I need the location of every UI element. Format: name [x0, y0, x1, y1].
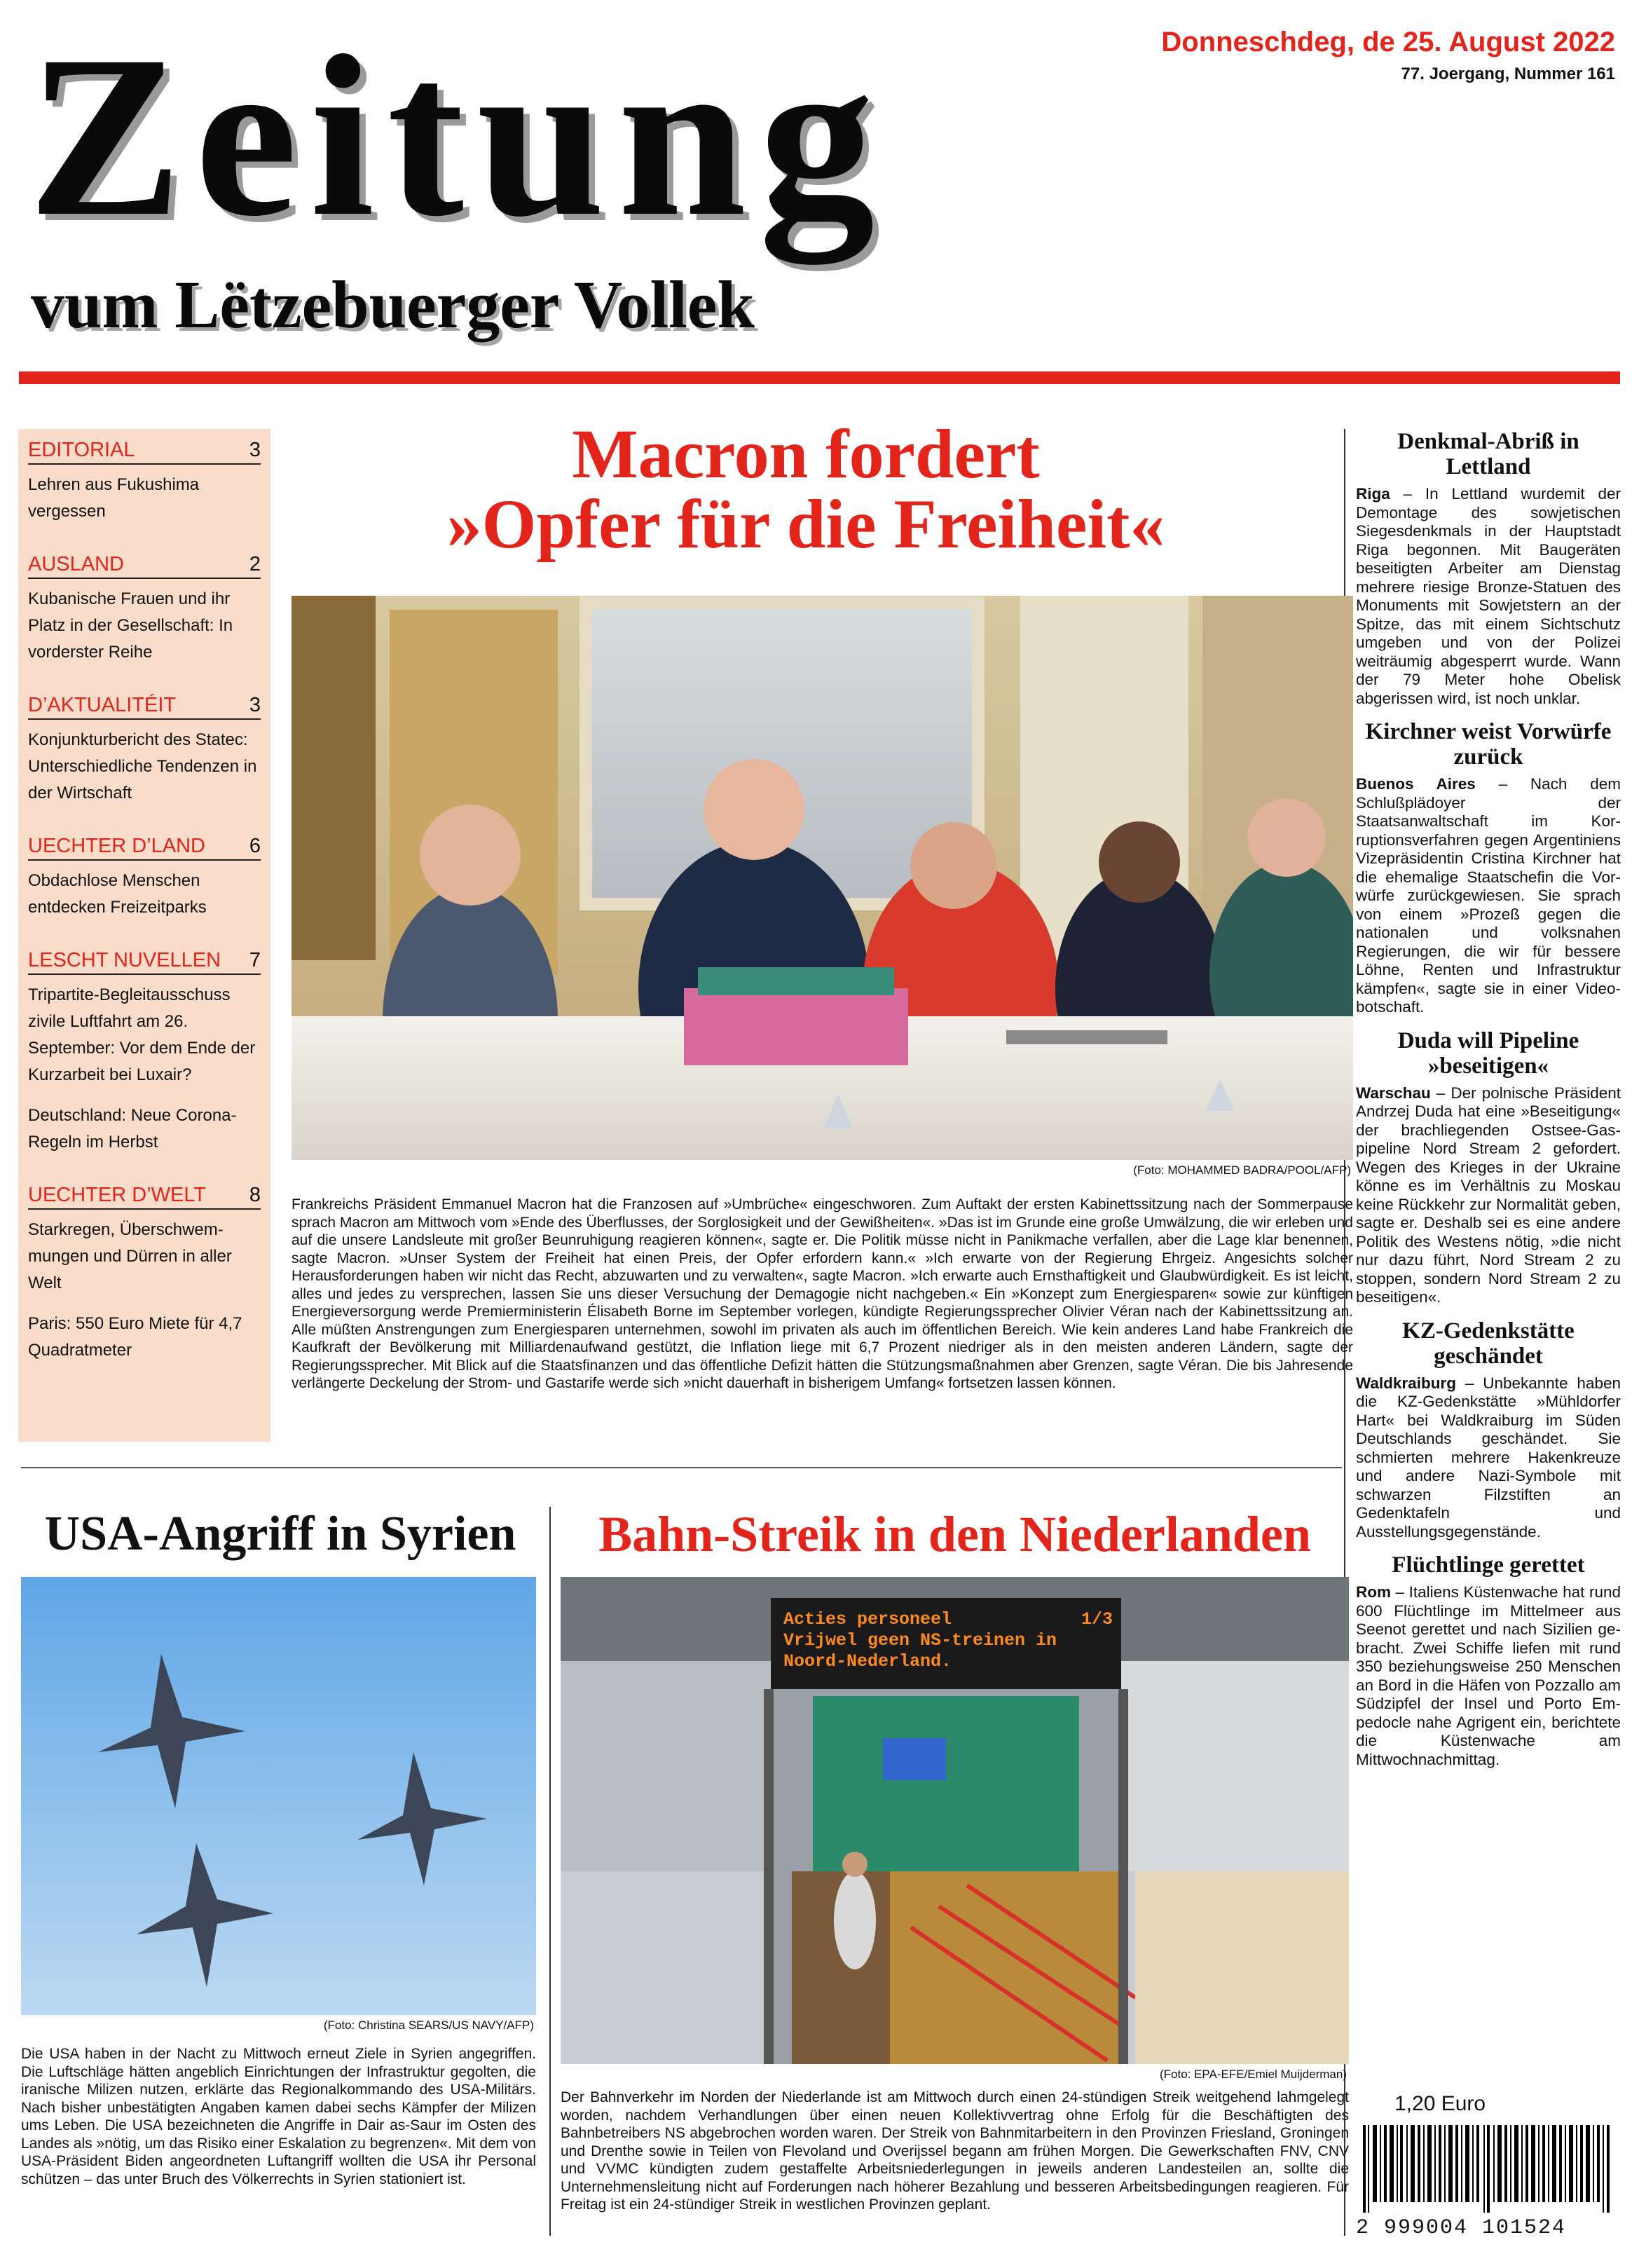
brief-place: Warschau: [1356, 1084, 1431, 1102]
toc-item: Tripartite-Begleitausschuss zivile Luftfahrt am 26. September: Vor dem Ende der Kurzarbeit bei Luxair?: [28, 985, 256, 1084]
brief-text: – Unbekannte haben die KZ-Gedenkstätte »Mühldorfer Hart« bei Waldkraiburg im Süden Deutschlands geschändet. Sie schmierten mehrere Hakenkreuze und andere Nazi-Symbole mit schwarzen Filzstiften an Gedenktafeln und Ausstellungsgegenstände.: [1356, 1374, 1621, 1541]
lead-photo-cabinet-meeting[interactable]: [292, 596, 1353, 1160]
toc-category: AUSLAND: [28, 553, 124, 575]
toc-page: 3: [249, 694, 261, 716]
cabinet-meeting-image: [292, 596, 1353, 1160]
brief-title: Denkmal-Abriß in Lettland: [1397, 429, 1579, 479]
toc-section-lescht-nuvellen[interactable]: [28, 949, 261, 1156]
lead-headline-line2: »Opfer für die Freiheit«: [446, 485, 1165, 563]
masthead-rule: [19, 371, 1620, 384]
toc-category: UECHTER D’WELT: [28, 1184, 207, 1206]
brief-body: [1356, 1374, 1621, 1542]
syria-headline[interactable]: USA-Angriff in Syrien: [44, 1507, 516, 1561]
table-of-contents: [18, 429, 270, 1442]
toc-page: 6: [249, 835, 261, 857]
toc-section-editorial[interactable]: [28, 439, 261, 525]
toc-section-ausland[interactable]: [28, 553, 261, 666]
lead-photo-caption: (Foto: MOHAMMED BADRA/POOL/AFP): [1133, 1163, 1351, 1177]
brief-refugees[interactable]: [1356, 1552, 1621, 1769]
toc-page: 2: [249, 553, 261, 575]
brief-kirchner[interactable]: [1356, 719, 1621, 1017]
toc-category: D’AKTUALITÉIT: [28, 694, 177, 716]
issue-number: 77. Joergang, Nummer 161: [1401, 64, 1615, 83]
toc-category: LESCHT NUVELLEN: [28, 949, 221, 971]
toc-item: Kubanische Frauen und ihr Platz in der Gesellschaft: In vorderster Reihe: [28, 589, 233, 662]
brief-kz-memorial[interactable]: [1356, 1318, 1621, 1542]
departure-board: [783, 1609, 1113, 1672]
fighter-jets-image: [21, 1577, 536, 2015]
toc-section-aktualiteit[interactable]: [28, 694, 261, 807]
brief-title: Flüchtlinge gerettet: [1392, 1552, 1585, 1578]
toc-section-uechter-dwelt[interactable]: [28, 1184, 261, 1364]
departure-board-line: Acties personeel: [783, 1609, 952, 1630]
toc-page: 3: [249, 439, 261, 461]
syria-body: Die USA haben in der Nacht zu Mittwoch erneut Ziele in Syrien angegriffen. Die Luftschläge hätten angeblich Einrichtungen der Infrastruktur gegolten, die iranische Milizen nutzen, erklärte das Regionalkommando des USA-Militärs. Nach bisher unbestätigten Angaben kamen dabei sechs Kämpfer der Milizen ums Leben. Die USA bezeichneten die Angriffe in Dair as-Saur im Osten des Landes als »nötig, um das Risiko einer Eskalation zu begrenzen«. Mit dem von USA-Präsident Biden angeordneten Luftangriff wollten die USA ihr Personal schützen – das unter Bruch des Völkerrechts in Syrien stationiert ist.: [21, 2046, 536, 2187]
brief-place: Waldkraiburg: [1356, 1374, 1456, 1392]
toc-item: Deutschland: Neue Corona-Regeln im Herbst: [28, 1106, 237, 1152]
brief-body: [1356, 775, 1621, 1017]
brief-title: KZ-Gedenkstätte geschändet: [1402, 1318, 1575, 1369]
brief-place: Buenos Aires: [1356, 775, 1476, 793]
departure-board-page: 1/3: [1081, 1609, 1113, 1630]
brief-title: Duda will Pipeline »beseitigen«: [1397, 1027, 1579, 1079]
section-rule: [21, 1467, 1342, 1468]
brief-duda[interactable]: [1356, 1028, 1621, 1307]
toc-item: Paris: 550 Euro Miete für 4,7 Quadratmeter: [28, 1314, 242, 1360]
departure-board-line: Noord-Nederland.: [783, 1651, 952, 1672]
toc-item: Obdachlose Menschen entdecken Freizeitparks: [28, 871, 207, 917]
brief-place: Rom: [1356, 1583, 1391, 1601]
brief-body: [1356, 485, 1621, 708]
toc-section-uechter-dland[interactable]: [28, 835, 261, 921]
masthead-subtitle: vum Lëtzebuerger Vollek: [31, 267, 755, 342]
lead-headline[interactable]: [280, 415, 1331, 563]
brief-text: – Italiens Küstenwache hat rund 600 Flüchtlinge im Mittelmeer aus Seenot gerettet und nach Sizilien gebracht. Zwei Schiffe liefen mit rund 350 beziehungsweise 250 Menschen an Bord in die Häfen von Pozzallo am Südzipfel der Insel und Porto Empedocle nahe Agrigent ein, berichtete die Küstenwache am Mittwochnachmittag.: [1356, 1583, 1621, 1768]
barcode-digits: 2 999004 101524: [1356, 2216, 1567, 2240]
toc-item: Konjunkturbericht des Statec: Unterschiedliche Tendenzen in der Wirtschaft: [28, 730, 257, 802]
syria-photo-fighter-jets[interactable]: [21, 1577, 536, 2015]
masthead-title: Zeitung: [28, 8, 888, 264]
lead-headline-line1: Macron fordert: [572, 415, 1040, 493]
bahn-body: Der Bahnverkehr im Norden der Niederlande ist am Mittwoch durch einen 24-stündigen Streik weitgehend lahmgelegt worden, nachdem Verhandlungen über einen neuen Kollektivvertrag ohne Erfolg für die Beschäftigten des Bahnbetreibers NS abgebrochen worden waren. Der Streik von Bahnmitarbeitern in den Provinzen Friesland, Groningen und Drenthe sowie in Teilen von Flevoland und Overijssel begann am frühen Morgen. Die Gewerkschaften FNV, CNV und VVMC kündigten zudem gestaffelte Arbeitsniederlegungen in jeweils anderen Landesteilen an, sollte die Unternehmensleitung nicht auf Forderungen nach höherer Bezahlung und besseren Arbeitsbedingungen reagieren. Für Freitag ist ein 24-stündiger Streik in westlichen Provinzen geplant.: [561, 2089, 1349, 2213]
brief-place: Riga: [1356, 485, 1390, 503]
toc-page: 8: [249, 1184, 261, 1206]
bahn-photo-station[interactable]: [561, 1577, 1349, 2064]
brief-text: – Nach dem Schlußplädoyer der Staatsanwaltschaft im Korruptionsverfahren gegen Argentiniens Vizepräsidentin Cristina Kirchner hat die ehemalige Staatschefin die Vorwürfe zurückgewiesen. Sie sprach von einem »Prozeß gegen die nationalen und volksnahen Regierungen, die wir für bessere Löhne, Renten und Infrastruktur kämpfen«, sagte sie in einer Videobotschaft.: [1356, 775, 1621, 1016]
brief-title: Kirchner weist Vorwürfe zurück: [1365, 719, 1612, 770]
price: 1,20 Euro: [1394, 2092, 1486, 2115]
brief-text: – In Lettland wurdemit der Demontage des sowjetischen Siegesdenkmals in der Hauptstadt Riga begonnen. Mit Baugeräten beseitigten Arbeiter am Dienstag mehrere riesige Bronze-Statuen des Monuments mit Sowjetstern an der Spitze, das mit einem Sichtschutz umgeben und von der Polizei weiträumig abgesperrt wurde. Wann der 79 Meter hohe Obelisk abgerissen wird, ist noch unklar.: [1356, 485, 1621, 707]
brief-text: – Der polnische Präsident Andrzej Duda hat eine »Beseitigung« der brachliegenden Ostsee-Gaspipeline Nord Stream 2 gefordert. Wegen des Krieges in der Ukraine könne es im Verhältnis zu Moskau keine Rückkehr zur Normalität geben, sagte er. Deshalb sei es eine andere Politik des Westens nötig, »die nicht nur dazu führt, Nord Stream 2 zu stoppen, sondern Nord Stream 2 zu beseitigen«.: [1356, 1084, 1621, 1306]
brief-latvia[interactable]: [1356, 429, 1621, 708]
departure-board-line: Vrijwel geen NS-treinen in: [783, 1630, 1057, 1651]
toc-category: EDITORIAL: [28, 439, 135, 461]
toc-page: 7: [249, 949, 261, 971]
barcode-bars: [1356, 2125, 1619, 2213]
news-briefs: [1356, 429, 1621, 1780]
issue-date: Donneschdeg, de 25. August 2022: [1161, 27, 1615, 57]
bahn-headline[interactable]: Bahn-Streik in den Niederlanden: [598, 1506, 1311, 1562]
lead-body: Frankreichs Präsident Emmanuel Macron hat die Franzosen auf »Umbrüche« eingeschworen. Zum Auftakt der ersten Kabinettssitzung nach der Sommerpause sprach Macron am Mittwoch vom »Ende des Überflusses, der Sorglosigkeit und der Gewißheiten«. »Das ist im Grunde eine große Umwälzung, die wir erleben und auf die unsere Landsleute mit großer Beunruhigung reagieren können«, sagte er. Die Politik müsse nicht in Panikmache verfallen, aber die Lage klar benennen, sagte Macron. »Unser System der Freiheit hat einen Preis, der Opfer erfordern kann.« »Ich erwarte von der Regierung Ehrgeiz. Angesichts solcher Herausforderungen haben wir nicht das Recht, abzuwarten und zu verwalten«, sagte Macron. »Ich erwarte auch Ernsthaftigkeit und Glaubwürdigkeit. Es ist leicht, alles und jedes zu versprechen, lassen Sie uns dieser Versuchung der Demagogie nicht nachgeben.« Ein »Konzept zum Energiesparen« sowie zur künftigen Energieversorgung werde Premierministerin Élisabeth Borne im September vorlegen, kündigte Regierungssprecher Olivier Véran nach der Kabinettssitzung an. Alle müßten Anstrengungen zum Energiesparen unternehmen, sowohl im privaten als auch im öffentlichen Bereich. Wie kein anderes Land habe Frankreich die Kaufkraft der Bevölkerung mit Milliardenaufwand gestützt, die Inflation liege mit 6,7 Prozent niedriger als in den meisten anderen Ländern, sagte der Regierungssprecher. Mit Blick auf die Staatsfinanzen und das öffentliche Defizit hätten die Stützungsmaßnahmen aber Grenzen, sagte Véran. Die bis Jahresende verlängerte Deckelung der Strom- und Gastarife werde sich »nicht dauerhaft in bisherigem Umfang« fortsetzen lassen können.: [292, 1196, 1353, 1391]
toc-category: UECHTER D’LAND: [28, 835, 205, 857]
barcode: [1356, 2125, 1619, 2240]
brief-body: [1356, 1583, 1621, 1769]
column-rule: [549, 1507, 551, 2236]
syria-photo-caption: (Foto: Christina SEARS/US NAVY/AFP): [323, 2018, 534, 2032]
bahn-photo-caption: (Foto: EPA-EFE/Emiel Muijderman): [1159, 2068, 1347, 2081]
toc-item: Lehren aus Fukushima vergessen: [28, 475, 200, 521]
toc-item: Starkregen, Überschwemmungen und Dürren in aller Welt: [28, 1220, 232, 1292]
brief-body: [1356, 1084, 1621, 1307]
